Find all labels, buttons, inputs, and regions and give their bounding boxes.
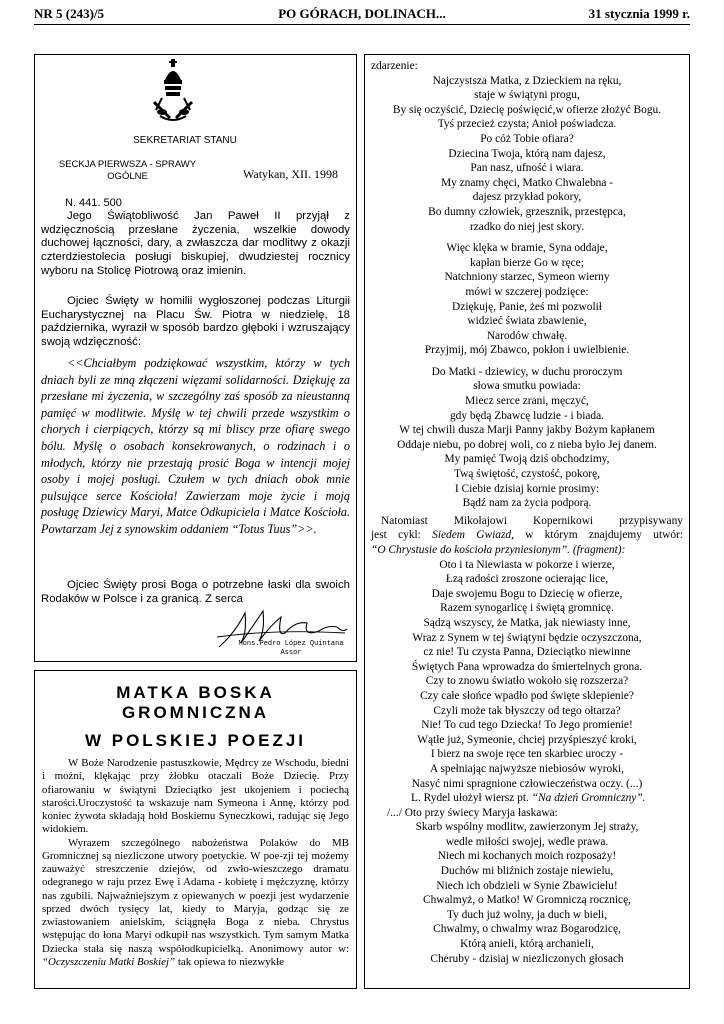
poem-line: Nie! To cud tego Dziecka! To Jego promienie! xyxy=(421,719,633,732)
poem-line: Bądź nam za życia podporą. xyxy=(462,497,592,510)
poem-line: I Ciebie dzisiaj kornie prosimy: xyxy=(454,482,600,495)
poem-line: By się oczyścić, Dziecię poświęcić,w ofierze złożyć Bogu. xyxy=(392,103,662,116)
poem-line: zdarzenie: xyxy=(371,60,418,72)
letter-paragraph: Ojciec Święty prosi Boga o potrzebne łaski dla swoich Rodaków w Polsce i za granicą. Z serca xyxy=(41,579,350,605)
cycle-title: Siedem Gwiazd xyxy=(432,529,512,542)
poem-line: widzieć świata zbawienie, xyxy=(467,315,587,328)
poem-line: Ty duch już wolny, ja duch w bieli, xyxy=(446,908,608,921)
poem-line: Czy to znowu światło wokoło się rozszerza? xyxy=(425,675,629,688)
poem-line: Czyli może tak błyszczy od tego ołtarza? xyxy=(433,704,621,717)
poem-line: Przyjmij, mój Zbawco, pokłon i uwielbienie. xyxy=(424,344,630,357)
letter-date: Watykan, XII. 1998 xyxy=(243,167,339,181)
article-paragraph: W Boże Narodzenie pastuszkowie, Mędrcy ze Wschodu, biedni i możni, klękając przy żłobku otaczali Boże Dziecię. Przy ofiarowaniu w świątyni Dzieciątko jest ukojeniem i pociechą starości.Uroczystość ta wskazuje nam Symeona i Annę, którzy pod koniec żywota składają hołd Boskiemu Syneczkowi, radując się Jego widokiem. xyxy=(42,757,349,836)
poem-line: W tej chwili dusza Marji Panny jakby Bożym kapłanem xyxy=(399,424,655,437)
poem-line: Dziecina Twoja, którą nam dajesz, xyxy=(448,147,606,160)
poem-line: staje w świątyni progu, xyxy=(474,89,580,102)
poem-line: Miecz serce zrani, męczyć, xyxy=(465,395,589,408)
poem-title: “Na dzień Gromniczny”. xyxy=(531,792,646,805)
poem-line: Wraz z Synem w tej świątyni będzie oczyszczona, xyxy=(412,631,642,644)
letter-paragraph: Jego Świątobliwość Jan Paweł II przyjął z wdzięcznością przesłane życzenia, wszelkie dowody duchowej łączności, dary, a zwłaszcza dar modlitwy z okazji czterdziestolecia posługi biskupiej, dwudziestej rocznicy wyboru na Stolicę Piotrową oraz imienin. xyxy=(41,210,350,277)
poem-line: Cheruby - dzisiaj w niezliczonych głosach xyxy=(430,952,624,965)
papal-quote: <<Chciałbym podziękować wszystkim, którzy w tych dniach byli ze mną złączeni więzami solidarności. Dziękuję za przesłane mi życzenia, w szczególny zaś sposób za nieustanną pamięć w modlitwie. Myślę w tej chwili przede wszystkim o chorych i cierpiących, którzy są mi bliscy prze ofiarę swego bólu. Myślę o osobach konsekrowanych, o rodzinach i o młodych, którzy nie przestają prosić Boga w intencji mojej osoby i mojej posługi. Czułem w tych dniach obok mnie pulsujące serce Kościoła! Zawierzam moje życie i moją posługę Dziewicy Maryi, Matce Odkupiciela i Matce Kościoła. Powtarzam Jej z synowskim oddaniem “Totus Tuus”>>. xyxy=(41,356,350,536)
papal-emblem-icon xyxy=(140,58,206,124)
poem-line: słowa smutku powiada: xyxy=(473,380,581,393)
poem-line: wedle miłości swojej, wedle prawa. xyxy=(445,835,609,848)
poem-line: Czy całe słońce wpadło pod święte sklepienie? xyxy=(420,689,634,702)
poem-line: Daje swojemu Bogu to Dziecię w ofierze, xyxy=(431,587,623,600)
poem-line: Razem synogarlicę i świętą gromnicę. xyxy=(440,602,614,615)
signer-role: Assor xyxy=(280,649,302,657)
poem-line: Duchów mi bliźnich zostaje niewielu, xyxy=(440,865,614,878)
article-body xyxy=(42,757,349,969)
poem-line: Niech mi kochanych moich rozposaży! xyxy=(437,850,617,863)
poem-line: Oto i ta Niewiasta w pokorze i wierze, xyxy=(439,558,615,571)
office-name: SEKRETARIAT STANU xyxy=(133,135,237,146)
signer-name: Mons.Pedro López Quintana xyxy=(238,640,344,648)
section-name: SECKJA PIERWSZA - SPRAWY OGÓLNE xyxy=(58,159,197,182)
poem-line: Bo dumny człowiek, grzesznik, przestępca, xyxy=(428,205,626,218)
poem-line: dajesz przykład pokory, xyxy=(472,191,582,204)
work-title-line: “O Chrystusie do kościoła przyniesionym”. (fragment): xyxy=(371,544,626,556)
issue-number: NR 5 (243)/5 xyxy=(34,6,105,21)
prose-line: jest cykl: Siedem Gwiazd, w którym znajdujemy utwór: xyxy=(371,529,683,542)
poem-line: Świętych Pana wprowadza do śmiertelnych grona. xyxy=(411,660,643,673)
issue-date: 31 stycznia 1999 r. xyxy=(588,6,690,21)
poem-line: Natchniony starzec, Symeon wierny xyxy=(444,271,610,284)
newspaper-title: PO GÓRACH, DOLINACH... xyxy=(278,6,446,21)
header-rule xyxy=(34,24,690,25)
poem-line: Wątłe już, Symeonie, chciej przyśpieszyć kroki, xyxy=(417,733,637,746)
poem-line: Sądzą wszyscy, że Matka, jak niewiasty inne, xyxy=(423,616,631,629)
poem-line: Chwalmyż, o Matko! W Gromniczą rocznicę, xyxy=(422,894,632,907)
poem-line: Do Matki - dziewicy, w duchu proroczym xyxy=(431,365,623,378)
poem-line: Tyś przecież czysta; Anioł poświadcza. xyxy=(437,118,617,131)
prose-line: Natomiast Mikołajowi Kopernikowi przypisywany xyxy=(381,514,683,527)
poem-line: I bierz na swoje ręce ten skarbiec uroczy - xyxy=(430,748,624,761)
letter-paragraph: Ojciec Święty w homilii wygłoszonej podczas Liturgii Eucharystycznej na Placu Św. Piotra w niedzielę, 18 października, wyraził w sposób bardzo głęboki i wzruszający swoją wdzięczność: xyxy=(41,295,350,349)
poem-line: gdy będą Zbawcę ludzie - i biada. xyxy=(449,409,605,422)
poem-line: Narodów chwałę. xyxy=(486,329,568,342)
prose-line: L. Rydel ułożył wiersz pt. “Na dzień Gromniczny”. xyxy=(411,792,646,805)
poem-line: Łzą radości zroszone ocierając lice, xyxy=(445,573,609,586)
poem-line: Dziękuję, Panie, żeś mi pozwolił xyxy=(452,300,602,313)
article-subtitle: W POLSKIEJ POEZJI xyxy=(84,731,307,750)
signer xyxy=(231,640,351,658)
article-paragraph: Wyrazem szczególnego nabożeństwa Polaków do MB Gromnicznej są niezliczone utwory poetyckie. W poe-zji tej możemy zauważyć streszczenie dziejów, od zwło-wieszczego dramatu odegranego w raju przez Ewę i Adama - kobietę i mężczyznę, którzy nas zgubili. Najważniejszym z opiewanych w poezji jest wydarzenie sprzed dwóch tysięcy lat, kiedy to Maryja, godząc się ze zwiastowaniem anielskim, ściągnęła Boga z nieba. Chrystus wstępując do łona Maryi odkupił nas wszystkich. Tym samym Matka Dziecka stała się naszą współodkupicielką. Anonimowy autor w: “Oczyszczeniu Matki Boskiej” tak opiewa to niezwykłe xyxy=(42,836,349,968)
poem-line: /.../ Oto przy świecy Maryja łaskawa: xyxy=(387,806,558,819)
poem-line: mówi w szczerej podzięce: xyxy=(465,285,589,298)
reference-number: N. 441. 500 xyxy=(65,197,122,209)
poem-line: Którą anieli, którą archanieli, xyxy=(460,938,594,951)
poem-line: Najczystsza Matka, z Dzieckiem na ręku, xyxy=(432,74,622,87)
poem-line: Więc klęka w bramie, Syna oddaje, xyxy=(446,242,608,255)
poem-line: rzadko do niej jest skory. xyxy=(469,220,585,233)
poem-line: Nasyć nimi spragnione człowieczeństwa oczy. (...) xyxy=(411,777,643,790)
poem-line: My znamy chęci, Matko Chwalebna - xyxy=(440,176,614,189)
vatican-letter xyxy=(34,54,357,662)
cited-title: “Oczyszczeniu Matki Boskiej” xyxy=(42,955,176,968)
poem-line: Po cóż Tobie ofiara? xyxy=(480,132,574,145)
article-title: MATKA BOSKA GROMNICZNA xyxy=(116,683,275,722)
poem-column xyxy=(364,54,690,989)
poem-line: kapłan bierze Go w ręce; xyxy=(470,256,584,269)
poem-line: Niech ich obdzieli w Synie Zbawicielu! xyxy=(436,879,618,892)
poem-line: Oddaje niebu, po dobrej woli, co z nieba było Jej danem. xyxy=(397,438,657,451)
poem-line: Chwalmy, o chwalmy wraz Bogarodzicę, xyxy=(433,923,621,936)
poem-line: A spełniając najwyższe niebiosów wyroki, xyxy=(430,762,624,775)
poem-line: My pamięć Twoją dziś obchodzimy, xyxy=(444,453,610,466)
poem-line: Skarb wspólny modlitw, zawierzonym Jej straży, xyxy=(415,821,639,834)
poem-line: cz nie! Tu czysta Panna, Dzieciątko niewinne xyxy=(423,646,631,659)
article-box xyxy=(34,670,357,989)
poem-line: Twą świętość, czystość, pokorę, xyxy=(454,468,600,481)
page-header xyxy=(34,6,690,22)
poem-line: Pan nasz, ufność i wiara. xyxy=(470,162,584,175)
